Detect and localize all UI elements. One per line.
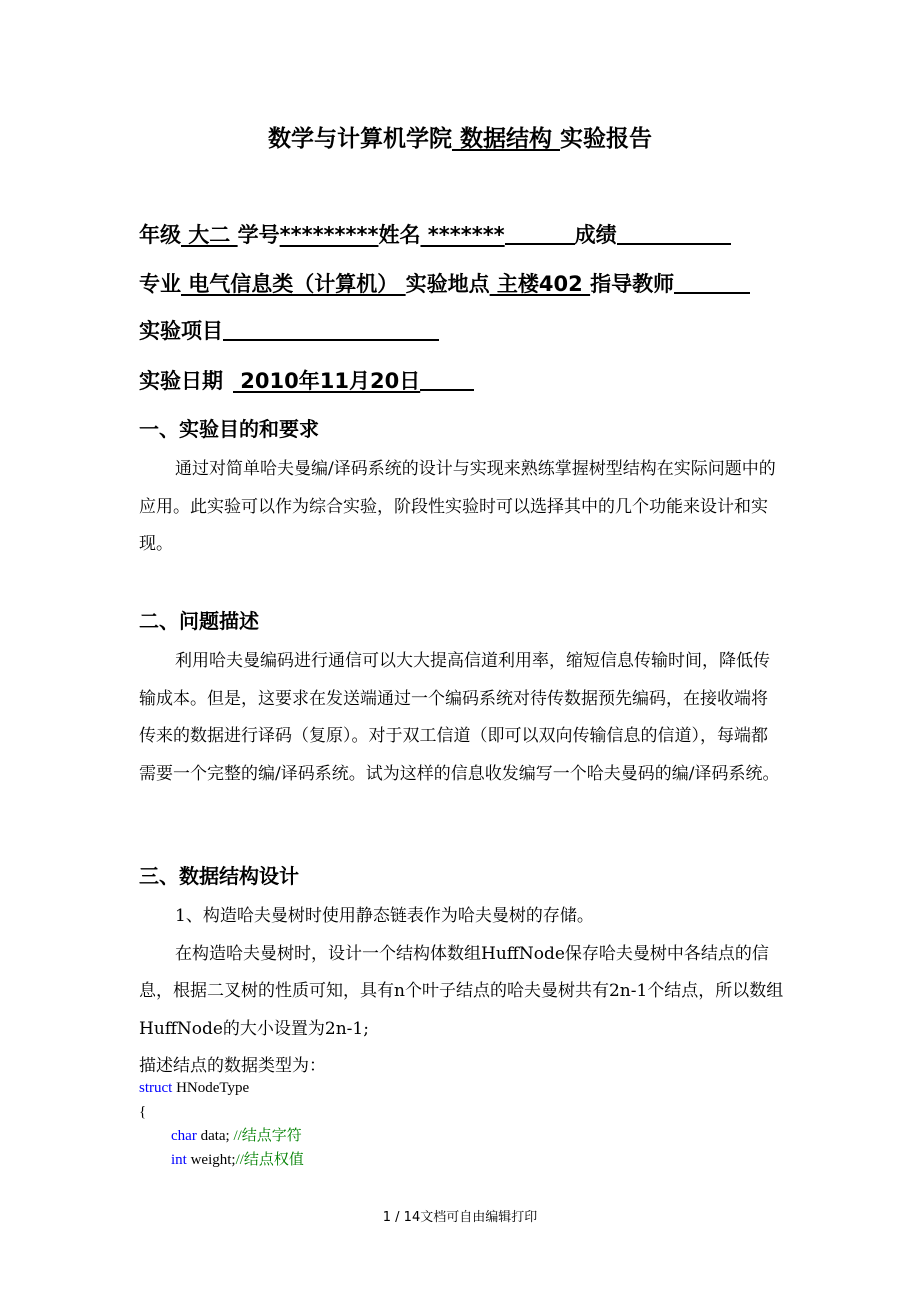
location-label: 实验地点 xyxy=(405,272,490,296)
info-line-major xyxy=(139,268,750,298)
problem-paragraph: 利用哈夫曼编码进行通信可以大大提高信道利用率，缩短信息传输时间，降低传输成本。但是，这要求在发送端通过一个编码系统对待传数据预先编码，在接收端将传来的数据进行译码（复原）。对于双工信道（即可以双向传输信息的信道），每端都需要一个完整的编/译码系统。试为这样的信息收发编写一个哈夫曼码的编/译码系统。 xyxy=(139,651,780,784)
info-line-grade xyxy=(139,219,731,249)
date-blank xyxy=(420,369,474,391)
location-value: 主楼402 xyxy=(489,272,591,296)
code-line-2 xyxy=(139,1100,304,1124)
score-blank xyxy=(617,223,731,245)
name-blank xyxy=(505,223,575,245)
grade-label: 年级 xyxy=(139,223,181,247)
code-block xyxy=(139,1076,304,1172)
name-label: 姓名 xyxy=(378,223,421,247)
score-label: 成绩 xyxy=(574,223,617,247)
major-label: 专业 xyxy=(139,272,181,296)
grade-value: 大二 xyxy=(181,223,238,247)
title-course: 数据结构 xyxy=(451,126,560,152)
date-value: 2010年11月20日 xyxy=(233,369,421,393)
code-text: weight; xyxy=(186,1152,236,1168)
project-blank xyxy=(223,319,439,341)
major-value: 电气信息类（计算机） xyxy=(181,272,406,296)
code-line-1 xyxy=(139,1076,304,1100)
id-label: 学号 xyxy=(237,223,280,247)
page-footer: 1 / 14文档可自由编辑打印 xyxy=(382,1210,538,1225)
section-body-objectives xyxy=(139,451,784,564)
code-text: HNodeType xyxy=(172,1080,250,1096)
section-heading-problem: 二、问题描述 xyxy=(139,609,259,633)
section-body-problem xyxy=(139,643,784,793)
id-value: ********* xyxy=(279,223,379,247)
code-text: data; xyxy=(196,1128,234,1144)
code-keyword: int xyxy=(171,1152,187,1168)
ds-paragraph-3: 描述结点的数据类型为： xyxy=(139,1056,326,1076)
code-text: { xyxy=(139,1104,147,1120)
section-heading-data-structure: 三、数据结构设计 xyxy=(139,864,299,888)
teacher-blank xyxy=(674,272,750,294)
teacher-label: 指导教师 xyxy=(590,272,675,296)
code-comment: //结点权值 xyxy=(235,1152,304,1168)
section-heading-objectives: 一、实验目的和要求 xyxy=(139,417,319,441)
code-keyword: char xyxy=(171,1128,197,1144)
objectives-paragraph: 通过对简单哈夫曼编/译码系统的设计与实现来熟练掌握树型结构在实际问题中的应用。此实验可以作为综合实验，阶段性实验时可以选择其中的几个功能来设计和实现。 xyxy=(139,459,776,554)
ds-paragraph-2: 在构造哈夫曼树时，设计一个结构体数组HuffNode保存哈夫曼树中各结点的信息，根据二叉树的性质可知，具有n个叶子结点的哈夫曼树共有2n-1个结点，所以数组HuffNode的大小设置为2n-1; xyxy=(139,943,784,1039)
info-line-project xyxy=(139,315,439,345)
ds-paragraph-1: 1、构造哈夫曼树时使用静态链表作为哈夫曼树的存储。 xyxy=(175,906,594,926)
name-value: ******* xyxy=(420,223,505,247)
section-body-data-structure xyxy=(139,898,784,1086)
date-label: 实验日期 xyxy=(139,369,223,393)
title-report: 实验报告 xyxy=(560,126,652,152)
code-comment: //结点字符 xyxy=(233,1128,302,1144)
code-keyword: struct xyxy=(139,1080,173,1096)
code-line-4 xyxy=(139,1148,304,1172)
code-line-3 xyxy=(139,1124,304,1148)
info-line-date xyxy=(139,365,474,395)
project-label: 实验项目 xyxy=(139,319,223,343)
title-college: 数学与计算机学院 xyxy=(267,126,452,152)
report-title xyxy=(0,120,920,153)
